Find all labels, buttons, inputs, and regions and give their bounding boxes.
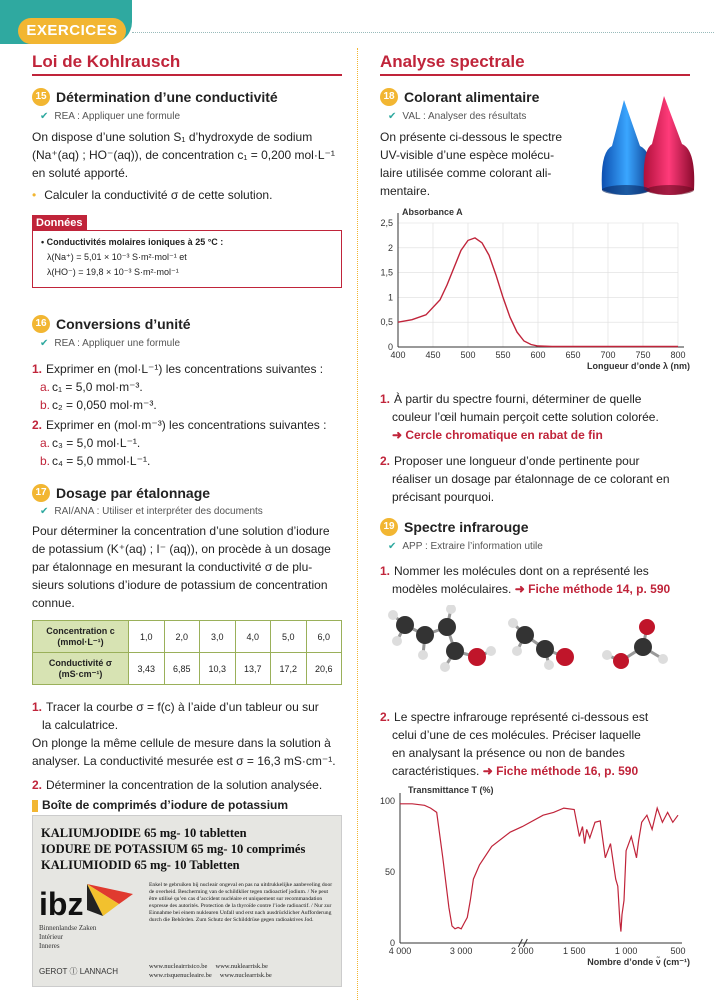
check-icon: ✔ <box>40 338 49 349</box>
skill-line <box>388 541 543 552</box>
question-1: 1. Nommer les molécules dont on a représenté les <box>380 564 649 578</box>
tablet-box-image <box>32 815 342 987</box>
data-table <box>32 620 342 685</box>
question-1: 1. Exprimer en (mol·L⁻¹) les concentrations suivantes : <box>32 362 324 376</box>
column-divider <box>357 48 358 1000</box>
table-cell: 1,0 <box>129 621 165 653</box>
exercise-number: 16 <box>32 315 50 333</box>
check-icon: ✔ <box>40 506 49 517</box>
donnees-line: λ(HO⁻) = 19,8 × 10⁻³ S·m²·mol⁻¹ <box>47 267 179 277</box>
exercise-19-heading <box>380 518 528 536</box>
question-1: 1. Tracer la courbe σ = f(c) à l’aide d’un tableur ou sur <box>32 700 319 714</box>
y-tick-label: 0,5 <box>380 317 393 328</box>
box-urls: www.nucleairrisico.be www.nuklearrisk.be www.risquenucleaire.be www.nuclearrisk.be <box>149 963 272 979</box>
table-header: Conductivité σ (mS·cm⁻¹) <box>33 653 129 685</box>
skill-label: VAL : Analyser des résultats <box>402 111 527 122</box>
uv-visible-spectrum-chart <box>360 205 700 375</box>
ibz-subtitle: Binnenlandse Zaken Intérieur Inneres <box>39 924 97 950</box>
x-tick-label: 3 000 <box>449 946 473 956</box>
section-title-analyse: Analyse spectrale <box>380 52 525 71</box>
x-tick-label: 4 000 <box>388 946 412 956</box>
skill-label: RAI/ANA : Utiliser et interpréter des documents <box>54 506 263 517</box>
donnees-label: Données <box>32 215 87 231</box>
table-cell: 3,43 <box>129 653 165 685</box>
box-line: IODURE DE POTASSIUM 65 mg- 10 comprimés <box>41 842 306 856</box>
reference-link[interactable]: ➜ Cercle chromatique en rabat de fin <box>392 428 603 442</box>
y-axis-title: Absorbance A <box>402 207 463 217</box>
y-tick-label: 50 <box>384 867 395 877</box>
question-2-cont: caractéristiques. ➜ Fiche méthode 16, p. 590 <box>392 764 639 778</box>
check-icon: ✔ <box>388 111 397 122</box>
x-tick-label: 600 <box>530 350 546 360</box>
exercise-title: Spectre infrarouge <box>404 519 529 535</box>
reference-link[interactable]: ➜ Fiche méthode 14, p. 590 <box>514 582 671 596</box>
question-2b: b. c₄ = 5,0 mmol·L⁻¹. <box>40 454 151 468</box>
top-rule <box>132 32 714 33</box>
exercise-number: 19 <box>380 518 398 536</box>
table-cell: 2,0 <box>164 621 200 653</box>
donnees-line: λ(Na⁺) = 5,01 × 10⁻³ S·m²·mol⁻¹ et <box>47 252 187 262</box>
x-tick-label: 750 <box>635 350 651 360</box>
table-cell: 6,0 <box>306 621 342 653</box>
check-icon: ✔ <box>40 111 49 122</box>
donnees-box <box>32 230 342 288</box>
x-tick-label: 500 <box>670 946 686 956</box>
question-1-cont: la calculatrice. <box>42 718 119 732</box>
exercise-title: Détermination d’une conductivité <box>56 89 278 105</box>
propanol-model-icon <box>388 605 496 672</box>
x-axis-title: Longueur d’onde λ (nm) <box>587 361 690 371</box>
table-cell: 17,2 <box>271 653 307 685</box>
ibz-flag-icon <box>83 880 139 920</box>
dye-bottles-icon <box>590 94 702 202</box>
exercise-number: 18 <box>380 88 398 106</box>
y-axis-title: Transmittance T (%) <box>408 785 494 795</box>
paragraph: sieurs solutions d’iodure de potassium de concentration <box>32 578 328 592</box>
exercise-18-heading <box>380 88 539 106</box>
exercise-number: 15 <box>32 88 50 106</box>
question-2a: a. c₃ = 5,0 mol·L⁻¹. <box>40 436 141 450</box>
y-tick-label: 1,5 <box>380 267 393 278</box>
paragraph: connue. <box>32 596 75 610</box>
table-row <box>33 621 342 653</box>
question-2: 2. Déterminer la concentration de la solution analysée. <box>32 778 323 792</box>
paragraph: Pour déterminer la concentration d’une solution d’iodure <box>32 524 330 538</box>
x-tick-label: 800 <box>670 350 686 360</box>
box-line: KALIUMJODIDE 65 mg- 10 tabletten <box>41 826 247 840</box>
table-cell: 6,85 <box>164 653 200 685</box>
paragraph: de potassium (K⁺(aq) ; I⁻ (aq)), on procède à un dosage <box>32 542 331 556</box>
question-1: 1. À partir du spectre fourni, déterminer de quelle <box>380 392 642 406</box>
paragraph: (Na⁺(aq) ; HO⁻(aq)), de concentration c₁ = 0,200 mol·L⁻¹ <box>32 148 335 162</box>
skill-line <box>40 338 180 349</box>
paragraph: par étalonnage en mesurant la conductivité σ de plu- <box>32 560 313 574</box>
question-1-cont: modèles moléculaires. ➜ Fiche méthode 14, p. 590 <box>392 582 671 596</box>
bullet-question <box>32 186 272 204</box>
exercise-15-heading <box>32 88 278 106</box>
table-row <box>33 653 342 685</box>
boite-bar <box>32 800 38 812</box>
formic-acid-model-icon <box>602 619 668 669</box>
x-tick-label: 650 <box>565 350 581 360</box>
exercise-title: Dosage par étalonnage <box>56 485 211 501</box>
transmittance-series-line <box>400 804 678 932</box>
table-cell: 10,3 <box>200 653 236 685</box>
paragraph: On dispose d’une solution S₁ d’hydroxyde de sodium <box>32 130 313 144</box>
question-1a: a. c₁ = 5,0 mol·m⁻³. <box>40 380 143 394</box>
paragraph: mentaire. <box>380 184 431 198</box>
x-tick-label: 700 <box>600 350 616 360</box>
section-rule <box>32 74 342 76</box>
exercise-title: Colorant alimentaire <box>404 89 540 105</box>
question-2-cont: celui d’une de ces molécules. Préciser laquelle <box>392 728 641 742</box>
bullet-icon: • <box>32 188 37 202</box>
y-tick-label: 100 <box>379 796 395 806</box>
y-tick-label: 0 <box>389 938 395 948</box>
infrared-spectrum-chart <box>360 783 700 968</box>
paragraph: en soluté apporté. <box>32 166 129 180</box>
skill-line <box>40 111 180 122</box>
x-tick-label: 500 <box>460 350 476 360</box>
aldehyde-model-icon <box>508 618 574 670</box>
paragraph: analyser. La conductivité mesurée est σ = 16,3 mS·cm⁻¹. <box>32 754 336 768</box>
table-cell: 20,6 <box>306 653 342 685</box>
table-cell: 3,0 <box>200 621 236 653</box>
question-2: 2. Le spectre infrarouge représenté ci-dessous est <box>380 710 649 724</box>
question-2-cont: réaliser un dosage par étalonnage de ce colorant en <box>392 472 670 486</box>
gerot-logo: GEROT ⓛ LANNACH <box>39 967 118 976</box>
skill-label: REA : Appliquer une formule <box>54 338 181 349</box>
x-tick-label: 2 000 <box>511 946 534 956</box>
question-1b: b. c₂ = 0,050 mol·m⁻³. <box>40 398 157 412</box>
x-tick-label: 1 000 <box>614 946 638 956</box>
exercise-17-heading <box>32 484 210 502</box>
x-tick-label: 400 <box>390 350 406 360</box>
box-line: KALIUMIODID 65 mg- 10 Tabletten <box>41 858 240 872</box>
section-title-kohlrausch: Loi de Kohlrausch <box>32 52 181 71</box>
skill-line <box>40 506 263 517</box>
check-icon: ✔ <box>388 541 397 552</box>
question-2: 2. Exprimer en (mol·m⁻³) les concentrations suivantes : <box>32 418 327 432</box>
paragraph: UV-visible d’une espèce molécu- <box>380 148 555 162</box>
bullet-text: Calculer la conductivité σ de cette solution. <box>44 188 273 202</box>
x-axis-title: Nombre d’onde ν̃ (cm⁻¹) <box>587 957 690 967</box>
y-tick-label: 2 <box>387 242 393 253</box>
reference-link[interactable]: ➜ Fiche méthode 16, p. 590 <box>482 764 639 778</box>
exercise-title: Conversions d’unité <box>56 316 191 332</box>
skill-line <box>388 111 526 122</box>
x-tick-label: 550 <box>495 350 511 360</box>
table-cell: 13,7 <box>235 653 271 685</box>
ibz-logo: ibz <box>39 886 84 922</box>
table-cell: 4,0 <box>235 621 271 653</box>
question-2: 2. Proposer une longueur d’onde pertinente pour <box>380 454 640 468</box>
exercise-number: 17 <box>32 484 50 502</box>
boite-title: Boîte de comprimés d’iodure de potassium <box>42 798 289 812</box>
skill-label: REA : Appliquer une formule <box>54 111 181 122</box>
paragraph: On plonge la même cellule de mesure dans la solution à <box>32 736 331 750</box>
exercises-tab <box>0 0 132 44</box>
y-tick-label: 2,5 <box>380 218 393 228</box>
table-cell: 5,0 <box>271 621 307 653</box>
skill-label: APP : Extraire l’information utile <box>402 541 543 552</box>
paragraph: laire utilisée comme colorant ali- <box>380 166 552 180</box>
table-header: Concentration c (mmol·L⁻¹) <box>33 621 129 653</box>
exercises-badge: EXERCICES <box>18 18 126 44</box>
question-2-cont: précisant pourquoi. <box>392 490 495 504</box>
x-tick-label: 450 <box>425 350 441 360</box>
question-2-cont: en analysant la présence ou non de bandes <box>392 746 625 760</box>
y-tick-label: 1 <box>387 292 393 303</box>
molecular-models <box>385 605 705 685</box>
x-tick-label: 1 500 <box>562 946 586 956</box>
question-1-cont: couleur l’œil humain perçoit cette solution colorée. <box>392 410 659 424</box>
donnees-heading: • Conductivités molaires ioniques à 25 °C : <box>41 237 224 247</box>
exercise-16-heading <box>32 315 191 333</box>
section-rule <box>380 74 690 76</box>
box-warning: Enkel te gebruiken bij nucleair ongeval en pas na uitdrukkelijke aanbeveling door de overheid. Bescherming van de schildklier tegen radioactief jodium. / Ne peut être utilisé qu’en cas d’accident nucléaire et uniquement sur recommandation expresse des autorités. Protection de la thyroïde contre l’iode radioactif. / Nur zur Einnahme bei einem nuklearen Unfall und erst nach ausdrücklicher Aufforderung durch die Behörden. Zum Schutz der Schilddrüse gegen radioaktives Jod. <box>149 882 333 923</box>
paragraph: On présente ci-dessous le spectre <box>380 130 563 144</box>
y-tick-label: 0 <box>387 342 393 352</box>
